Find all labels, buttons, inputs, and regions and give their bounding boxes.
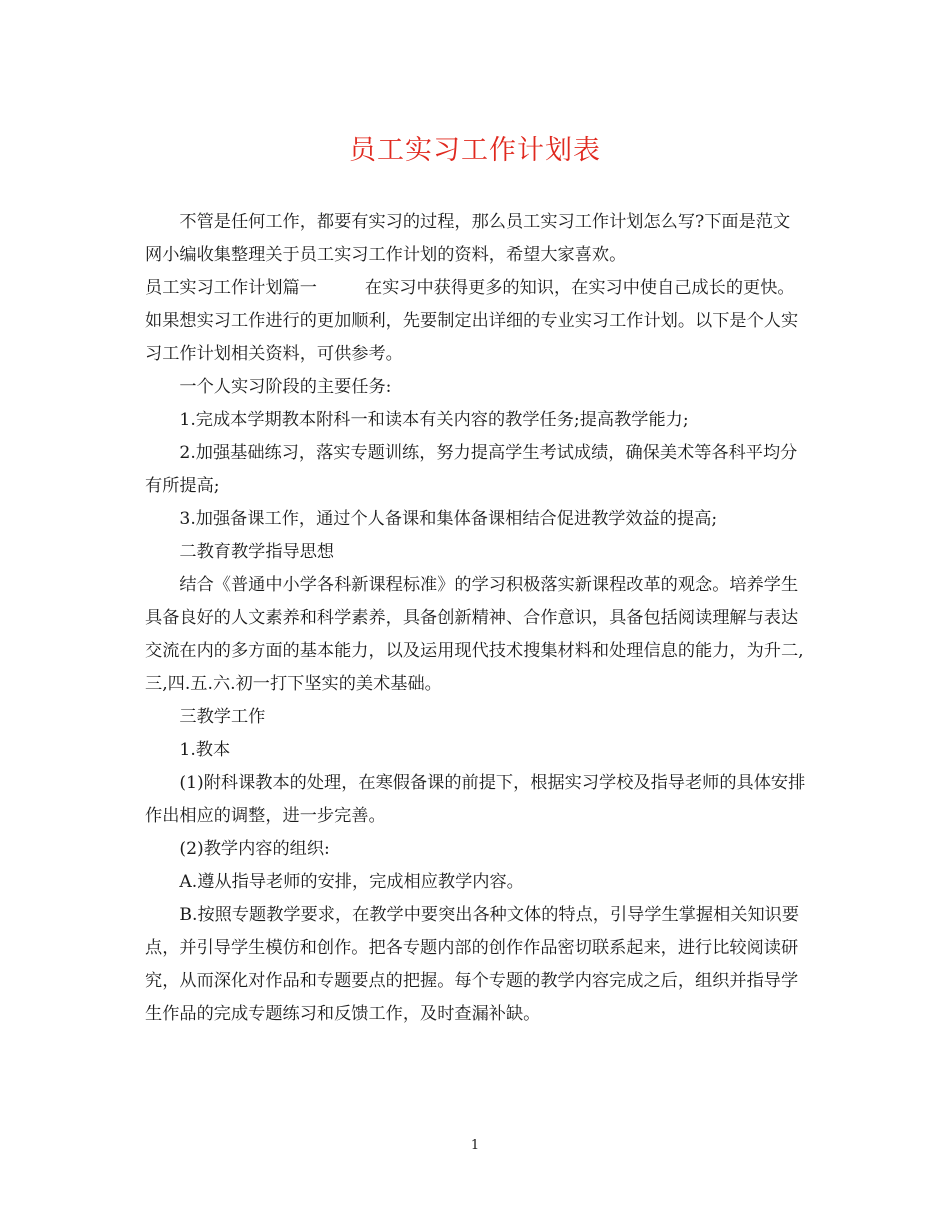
paragraph-item-a: A.遵从指导老师的安排，完成相应教学内容。: [179, 872, 524, 892]
paragraph-textbook-heading: 1.教本: [179, 740, 231, 760]
paragraph-guiding-heading: 二教育教学指导思想: [179, 542, 335, 562]
paragraph-textbook-item-1: (1)附科课教本的处理，在寒假备课的前提下，根据实习学校及指导老师的具体安排作出相应的调整，进一步完善。: [145, 773, 806, 826]
document-body: [145, 206, 807, 1031]
document-title: 员工实习工作计划表: [349, 135, 601, 166]
paragraph-teaching-heading: 三教学工作: [179, 707, 266, 727]
paragraph-textbook-item-2: (2)教学内容的组织:: [179, 839, 330, 859]
paragraph-task-1: 1.完成本学期教本附科一和读本有关内容的教学任务;提高教学能力;: [179, 410, 689, 430]
paragraph-guiding-text: 结合《普通中小学各科新课程标准》的学习积极落实新课程改革的观念。培养学生具备良好的人文素养和科学素养，具备创新精神、合作意识，具备包括阅读理解与表达交流在内的多方面的基本能力，以及运用现代技术搜集材料和处理信息的能力，为升二,三,四.五.六.初一打下坚实的美术基础。: [145, 575, 804, 694]
paragraph-main-tasks-heading: 一个人实习阶段的主要任务:: [179, 377, 392, 397]
paragraph-item-b: B.按照专题教学要求，在教学中要突出各种文体的特点，引导学生掌握相关知识要点，并引导学生模仿和创作。把各专题内部的创作作品密切联系起来，进行比较阅读研究，从而深化对作品和专题要点的把握。每个专题的教学内容完成之后，组织并指导学生作品的完成专题练习和反馈工作，及时查漏补缺。: [145, 905, 800, 1024]
paragraph-section-one: [145, 272, 807, 371]
paragraph-intro: 不管是任何工作，都要有实习的过程，那么员工实习工作计划怎么写?下面是范文网小编收集整理关于员工实习工作计划的资料，希望大家喜欢。: [145, 212, 791, 265]
section-one-text: 在实习中获得更多的知识，在实习中使自己成长的更快。如果想实习工作进行的更加顺利，先要制定出详细的专业实习工作计划。以下是个人实习工作计划相关资料，可供参考。: [145, 278, 799, 364]
paragraph-task-3: 3.加强备课工作，通过个人备课和集体备课相结合促进教学效益的提高;: [179, 509, 718, 529]
page-number: 1: [470, 1138, 480, 1153]
paragraph-task-2: 2.加强基础练习，落实专题训练，努力提高学生考试成绩，确保美术等各科平均分有所提高;: [145, 443, 798, 496]
section-one-label: 员工实习工作计划篇一: [145, 278, 317, 298]
